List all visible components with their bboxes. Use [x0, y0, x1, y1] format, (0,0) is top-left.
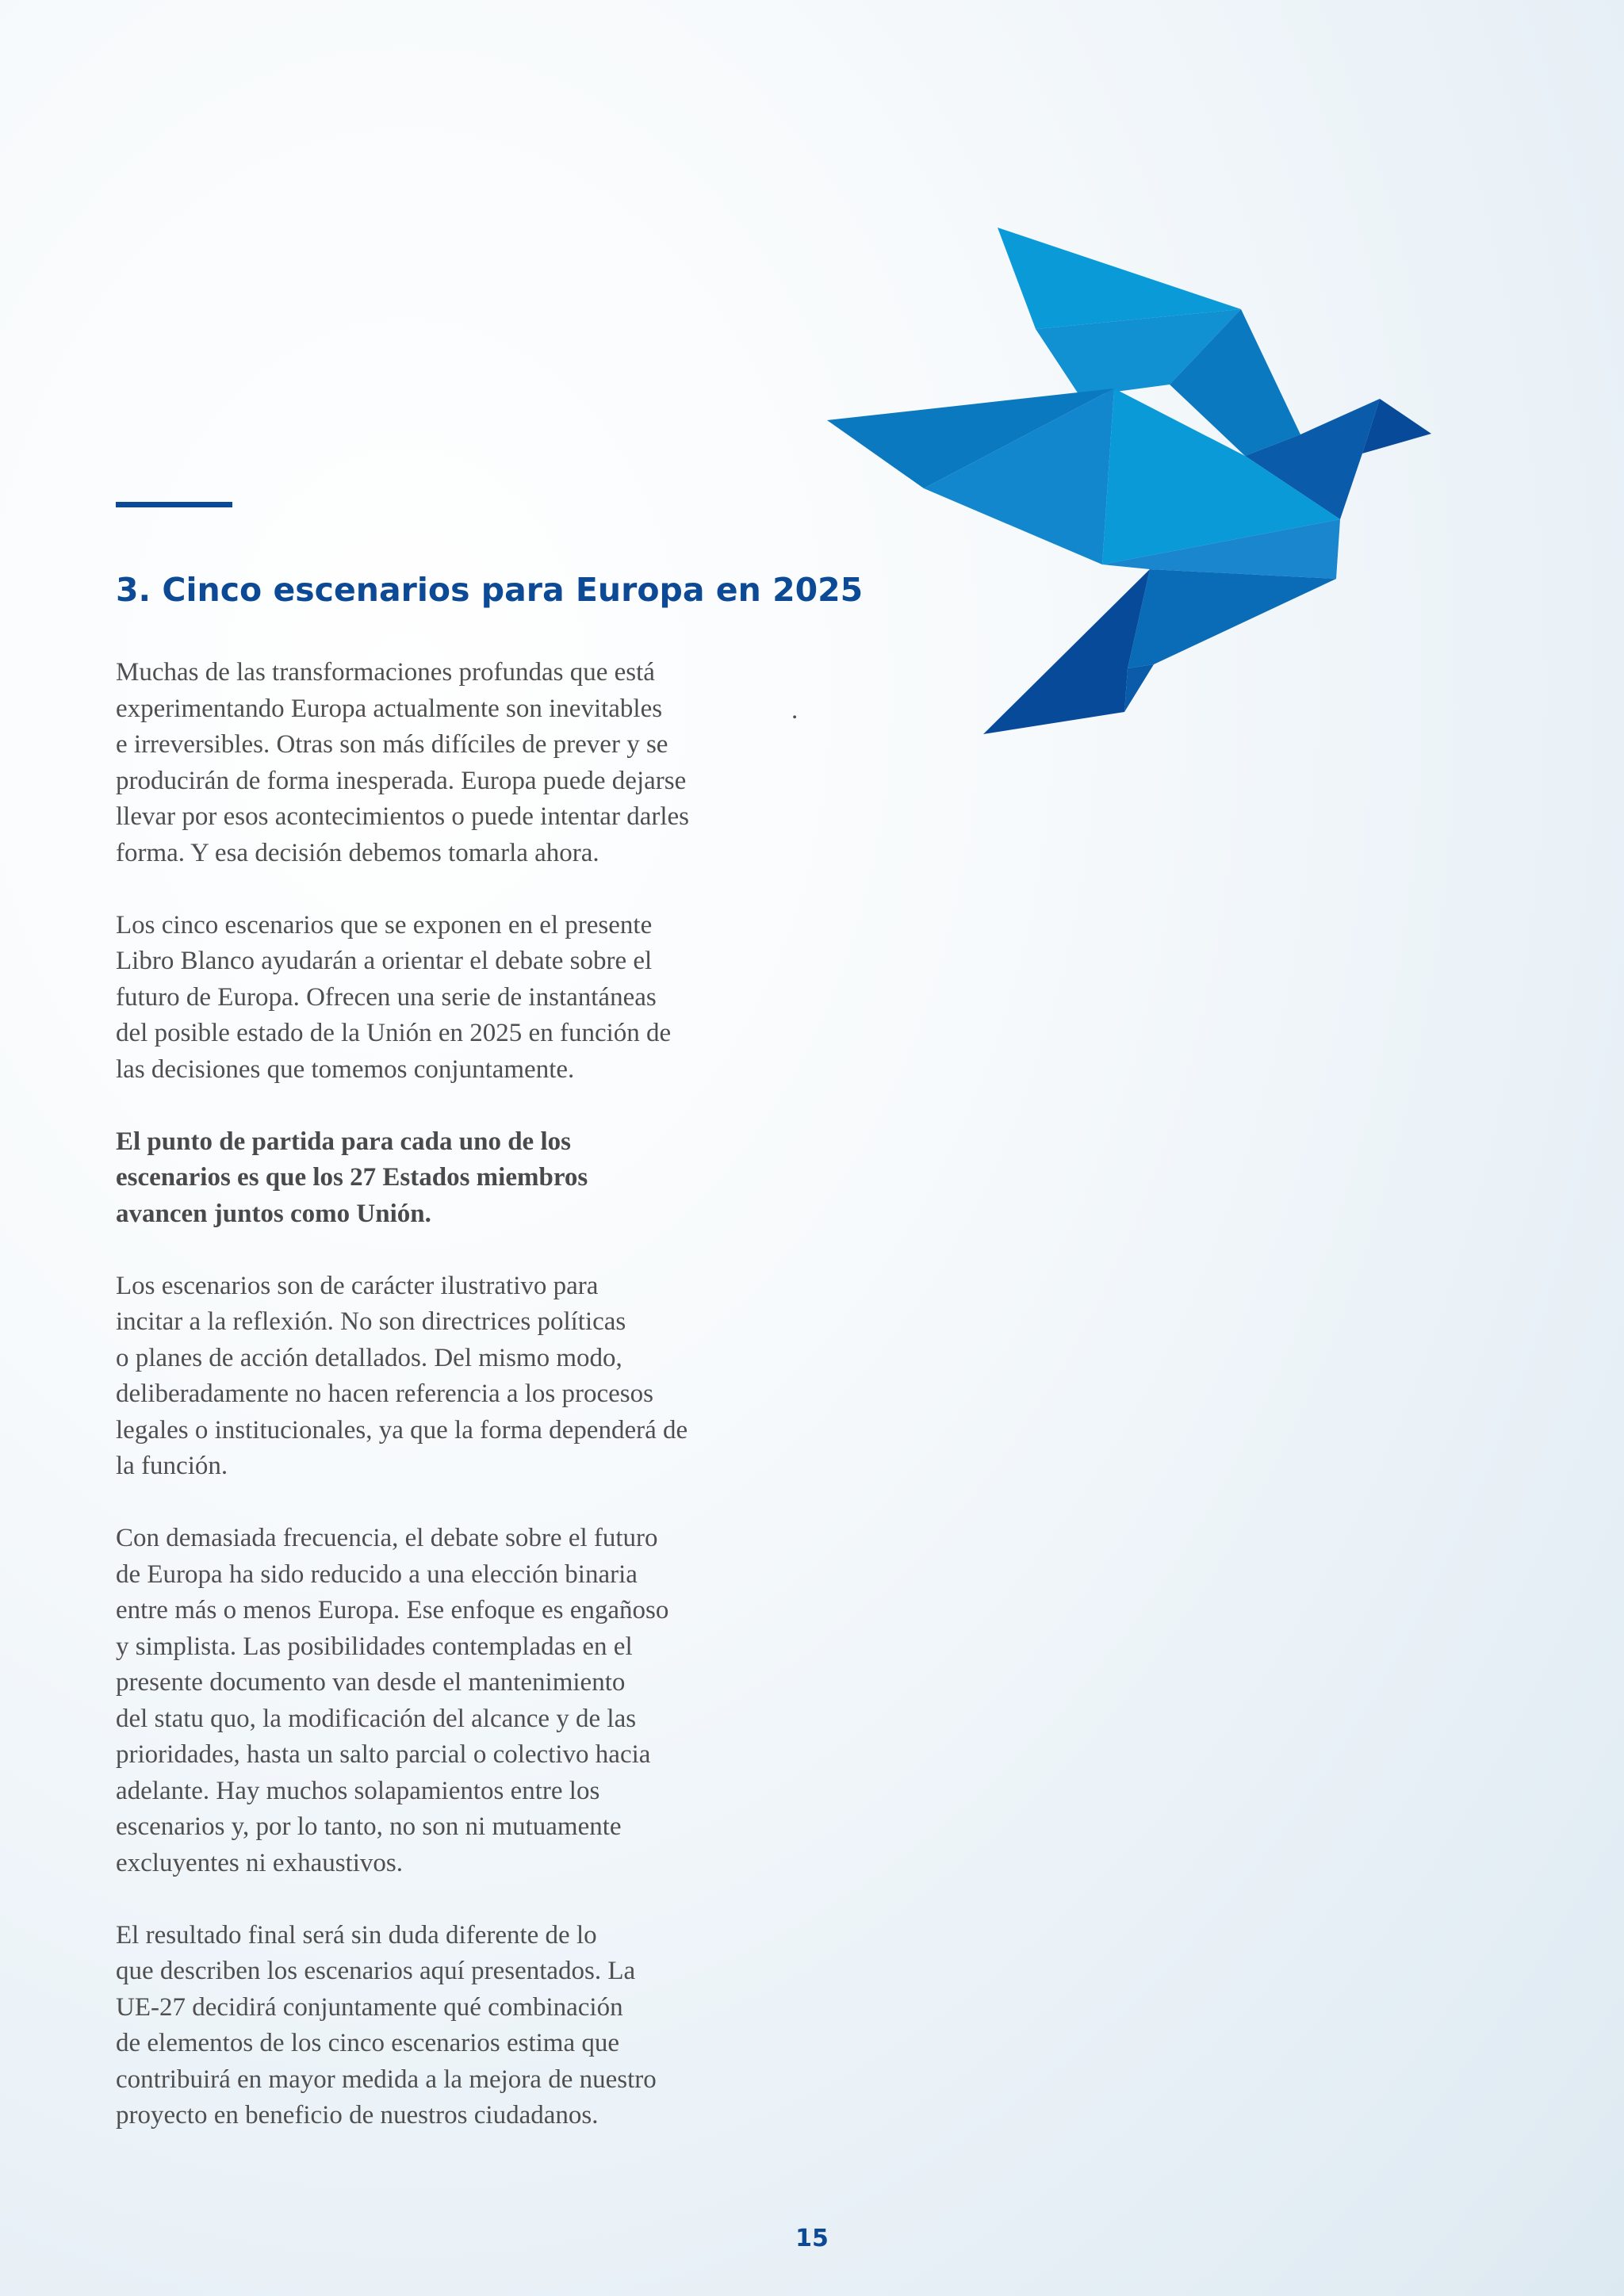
paragraph-line: Los cinco escenarios que se exponen en el presente: [116, 910, 653, 939]
paragraph-line: deliberadamente no hacen referencia a los procesos: [116, 1380, 653, 1408]
paragraph-line: UE-27 decidirá conjuntamente qué combinación: [116, 1992, 623, 2022]
dove-facet: [1128, 569, 1336, 668]
section-heading: 3. Cinco escenarios para Europa en 2025: [116, 571, 864, 609]
paragraph-line: incitar a la reflexión. No son directrices políticas: [116, 1307, 626, 1336]
dove-facet: [1124, 664, 1154, 712]
paragraph-line: del posible estado de la Unión en 2025 en función de: [116, 1019, 672, 1047]
paragraph-line: la función.: [116, 1452, 228, 1480]
paragraph-line: futuro de Europa. Ofrecen una serie de instantáneas: [116, 982, 657, 1012]
paragraph-line: excluyentes ni exhaustivos.: [116, 1848, 404, 1877]
paragraph: [116, 908, 782, 1089]
paragraph-line: Libro Blanco ayudarán a orientar el debate sobre el: [116, 947, 653, 975]
paragraph-line: e irreversibles. Otras son más difíciles de prever y se: [116, 730, 668, 759]
stray-mark: .: [791, 696, 799, 725]
body-text: [116, 655, 782, 2170]
paragraph-line: que describen los escenarios aquí presentados. La: [116, 1957, 636, 1985]
paragraph-line: presente documento van desde el mantenimiento: [116, 1668, 626, 1697]
paragraph-line: avancen juntos como Unión.: [116, 1199, 431, 1228]
paragraph-line: llevar por esos acontecimientos o puede intentar darles: [116, 802, 689, 831]
paragraph-line: contribuirá en mayor medida a la mejora de nuestro: [116, 2064, 657, 2094]
paragraph: [116, 1918, 782, 2134]
paragraph: [116, 655, 782, 871]
paragraph-line: producirán de forma inesperada. Europa puede dejarse: [116, 766, 687, 795]
paragraph-line: y simplista. Las posibilidades contempladas en el: [116, 1632, 633, 1661]
heading-accent-rule: [116, 502, 232, 507]
paragraph-line: El punto de partida para cada uno de los: [116, 1127, 571, 1156]
paragraph-bold: [116, 1124, 782, 1233]
paragraph-line: forma. Y esa decisión debemos tomarla ahora.: [116, 838, 599, 867]
paragraph-line: El resultado final será sin duda diferente de lo: [116, 1920, 597, 1950]
paragraph-line: o planes de acción detallados. Del mismo modo,: [116, 1343, 622, 1372]
paragraph-line: prioridades, hasta un salto parcial o colectivo hacia: [116, 1740, 651, 1769]
paragraph-line: las decisiones que tomemos conjuntamente.: [116, 1054, 575, 1084]
paragraph-line: legales o institucionales, ya que la forma dependerá de: [116, 1415, 688, 1445]
page-number: 15: [795, 2225, 829, 2252]
paragraph: [116, 1521, 782, 1881]
paragraph-line: de elementos de los cinco escenarios estima que: [116, 2029, 620, 2057]
paragraph-line: Los escenarios son de carácter ilustrativo para: [116, 1271, 599, 1300]
paragraph-line: entre más o menos Europa. Ese enfoque es engañoso: [116, 1596, 669, 1624]
paragraph-line: del statu quo, la modificación del alcance y de las: [116, 1704, 637, 1733]
paragraph-line: Con demasiada frecuencia, el debate sobre el futuro: [116, 1524, 658, 1552]
paragraph-line: experimentando Europa actualmente son inevitables: [116, 694, 663, 723]
paragraph-line: de Europa ha sido reducido a una elección binaria: [116, 1559, 638, 1589]
paragraph-line: proyecto en beneficio de nuestros ciudadanos.: [116, 2101, 599, 2130]
paragraph-line: escenarios y, por lo tanto, no son ni mutuamente: [116, 1812, 622, 1841]
paragraph-line: adelante. Hay muchos solapamientos entre los: [116, 1776, 600, 1805]
paragraph-line: escenarios es que los 27 Estados miembros: [116, 1163, 588, 1192]
paragraph: [116, 1269, 782, 1485]
paragraph-line: Muchas de las transformaciones profundas que está: [116, 658, 655, 687]
